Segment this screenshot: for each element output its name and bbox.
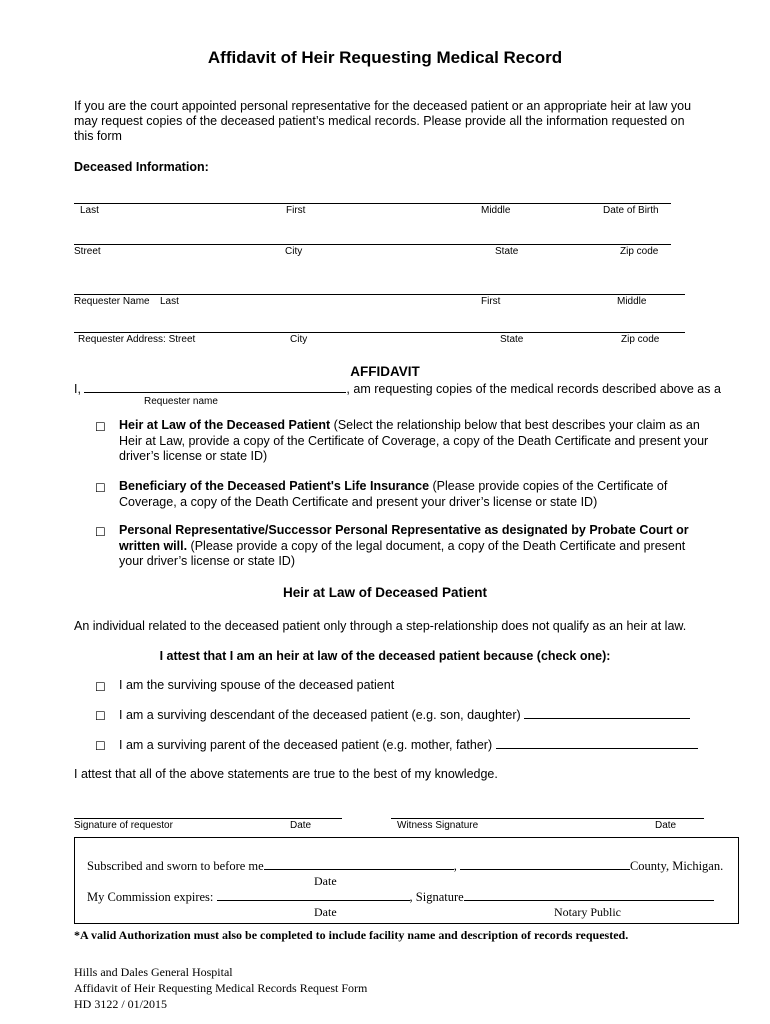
requestor-signature-line[interactable]: [74, 818, 342, 819]
descendant-relation-field[interactable]: [524, 707, 690, 719]
claim-beneficiary-checkbox[interactable]: ☐: [95, 481, 106, 495]
witness-label: Witness Signature: [397, 820, 479, 831]
claim-beneficiary-title: Beneficiary of the Deceased Patient's Life Insurance: [119, 479, 430, 493]
footer-hospital: Hills and Dales General Hospital: [74, 965, 233, 979]
label-requester-first: First: [481, 296, 501, 307]
claim-representative-desc: (Please provide a copy of the legal document, a copy of the Death Certificate and present your driver’s license or state ID): [119, 538, 686, 568]
descendant-checkbox[interactable]: ☐: [95, 709, 106, 723]
attest-heading: I attest that I am an heir at law of the deceased patient because (check one):: [159, 649, 611, 663]
claim-heir-desc: (Select the relationship below that best describes your claim as an Heir at Law, provide a copy of the Certificate of Coverage, a copy of the Death Certificate and present your driver’s license or state ID): [119, 418, 709, 463]
claim-representative-checkbox[interactable]: ☐: [95, 525, 106, 539]
notary-date-label1: Date: [314, 874, 337, 888]
requester-address-line[interactable]: [74, 332, 685, 333]
label-zip: Zip code: [620, 246, 659, 257]
attest-all: I attest that all of the above statements are true to the best of my knowledge.: [74, 767, 498, 781]
notary-comma: ,: [453, 859, 457, 873]
parent-relation-field[interactable]: [496, 737, 698, 749]
label-middle: Middle: [481, 205, 511, 216]
claim-heir-title: Heir at Law of the Deceased Patient: [119, 418, 331, 432]
heir-note: An individual related to the deceased patient only through a step-relationship does not qualify as an heir at law.: [74, 619, 687, 633]
notary-line2: [87, 889, 714, 905]
intro-text: If you are the court appointed personal representative for the deceased patient or an appropriate heir at law you may request copies of the deceased patient’s medical records. Please provide all the information requested on this form: [74, 99, 692, 143]
notary-date-label2: Date: [314, 905, 337, 919]
requester-name-line[interactable]: [74, 294, 685, 295]
claim-representative-text: [119, 523, 711, 570]
notary-date-field[interactable]: [264, 858, 454, 870]
claim-beneficiary-text: [119, 479, 711, 510]
parent-option-text: I am a surviving parent of the deceased patient (e.g. mother, father): [119, 738, 493, 752]
deceased-heading: Deceased Information:: [74, 160, 209, 174]
label-requester-middle: Middle: [617, 296, 647, 307]
affidavit-heading: AFFIDAVIT: [350, 364, 420, 379]
claim-heir-checkbox[interactable]: ☐: [95, 420, 106, 434]
label-first: First: [286, 205, 306, 216]
label-city: City: [285, 246, 303, 257]
claim-representative-title: Personal Representative/Successor Personal Representative as designated by Probate Court or written will.: [119, 523, 689, 553]
notary-county-field[interactable]: [460, 858, 630, 870]
notary-sworn-text: Subscribed and sworn to before me: [87, 859, 264, 873]
label-dob: Date of Birth: [603, 205, 659, 216]
notary-box: [74, 837, 739, 924]
label-requester-name: Requester Name: [74, 296, 150, 307]
notary-county-text: County, Michigan.: [629, 859, 724, 873]
parent-option: [119, 737, 698, 752]
footnote: *A valid Authorization must also be completed to include facility name and description of records requested.: [74, 928, 629, 942]
label-state: State: [495, 246, 519, 257]
page-title: Affidavit of Heir Requesting Medical Record: [207, 48, 563, 67]
descendant-option-text: I am a surviving descendant of the deceased patient (e.g. son, daughter): [119, 708, 521, 722]
deceased-name-line[interactable]: [74, 203, 671, 204]
spouse-option: I am the surviving spouse of the deceased patient: [119, 678, 395, 692]
requester-name-field[interactable]: [84, 381, 346, 393]
commission-text: My Commission expires:: [87, 890, 217, 904]
notary-signature-field[interactable]: [464, 889, 714, 901]
notary-line1: [87, 858, 723, 874]
notary-signature-text: , Signature: [409, 890, 464, 904]
witness-signature-line[interactable]: [391, 818, 704, 819]
sig-date-label: Date: [290, 820, 312, 831]
label-requester-street: Requester Address: Street: [78, 334, 196, 345]
heir-heading: Heir at Law of Deceased Patient: [282, 585, 488, 600]
label-requester-zip: Zip code: [621, 334, 660, 345]
label-requester-last: Last: [160, 296, 179, 307]
notary-public-label: Notary Public: [554, 905, 621, 919]
footer-form-name: Affidavit of Heir Requesting Medical Records Request Form: [74, 981, 368, 995]
commission-date-field[interactable]: [217, 889, 410, 901]
descendant-option: [119, 707, 690, 722]
parent-checkbox[interactable]: ☐: [95, 739, 106, 753]
label-requester-city: City: [290, 334, 308, 345]
claim-heir-text: [119, 418, 711, 465]
affidavit-statement: [74, 381, 721, 396]
affidavit-tail: , am requesting copies of the medical records described above as a: [346, 382, 721, 396]
deceased-address-line[interactable]: [74, 244, 671, 245]
claim-beneficiary-desc: (Please provide copies of the Certificate of Coverage, a copy of the Death Certificate and present your driver’s license or state ID): [119, 479, 668, 509]
requester-name-caption: Requester name: [144, 396, 218, 407]
sig-requestor-label: Signature of requestor: [74, 820, 173, 831]
affidavit-lead: I,: [74, 382, 85, 396]
witness-date-label: Date: [655, 820, 677, 831]
label-street: Street: [74, 246, 101, 257]
label-requester-state: State: [500, 334, 524, 345]
label-last: Last: [80, 205, 99, 216]
spouse-checkbox[interactable]: ☐: [95, 680, 106, 694]
footer-form-code: HD 3122 / 01/2015: [74, 997, 167, 1011]
